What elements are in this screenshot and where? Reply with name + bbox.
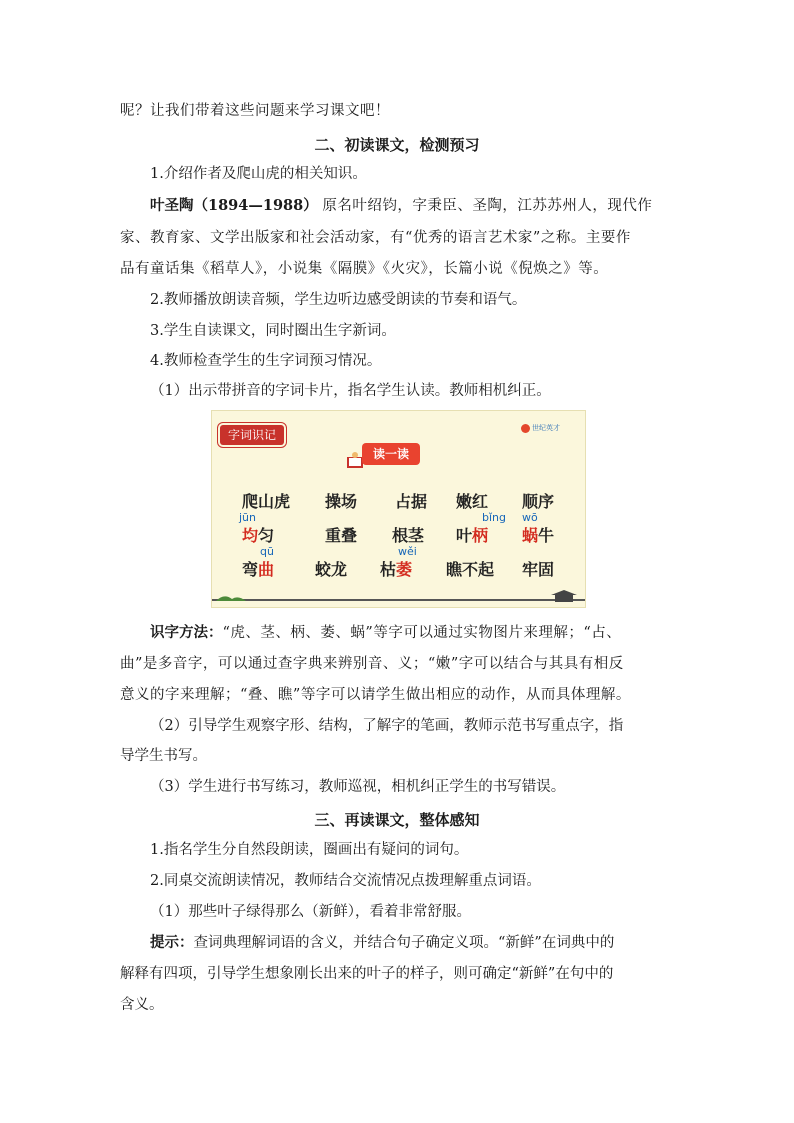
word-r3-1-pre: 弯: [242, 560, 259, 579]
word-r3-3-hl: 萎: [396, 560, 413, 579]
word-r2-2: 重叠: [325, 526, 358, 545]
hint-text-1: 查词典理解词语的含义，并结合句子确定义项。“新鲜”在词典中的: [193, 935, 615, 951]
method-label: 识字方法：: [150, 624, 223, 641]
author-name: 叶圣陶（1894—1988）: [150, 197, 318, 214]
word-r2-4-hl: 柄: [472, 526, 489, 545]
method-text-2: 曲”是多音字，可以通过查字典来辨别音、义；“嫩”字可以结合与其具有相反: [120, 656, 624, 672]
section-3-title: 三、再读课文，整体感知: [314, 811, 480, 829]
word-r3-3: [380, 557, 412, 580]
card-floor-line: [212, 599, 585, 601]
s3-sub-item-1: （1）那些叶子绿得那么（新鲜），看着非常舒服。: [150, 904, 471, 920]
word-r3-2: 蛟龙: [315, 560, 348, 579]
intro-line: 呢？让我们带着这些问题来学习课文吧！: [120, 103, 390, 119]
pinyin-jun: jūn: [239, 511, 256, 524]
hint-text-2: 解释有四项，引导学生想象刚长出来的叶子的样子，则可确定“新鲜”在句中的: [120, 966, 614, 982]
vocab-flashcard: [211, 410, 586, 608]
word-r3-1-hl: 曲: [258, 560, 275, 579]
word-r2-1-hl: 均: [242, 526, 259, 545]
word-r2-4: [456, 523, 488, 546]
pinyin-bing: bǐng: [482, 511, 506, 524]
section-2-title: 二、初读课文，检测预习: [314, 136, 480, 154]
pinyin-qu: qū: [260, 545, 274, 558]
sub-item-3: （3）学生进行书写练习，教师巡视，相机纠正学生的书写错误。: [150, 779, 566, 795]
author-bio-3: 品有童话集《稻草人》，小说集《隔膜》《火灾》，长篇小说《倪焕之》等。: [120, 261, 609, 277]
roof-icon: [549, 589, 579, 603]
word-r2-4-pre: 叶: [456, 526, 473, 545]
word-r1-1: 爬山虎: [242, 492, 291, 511]
word-r3-5: 牢固: [522, 560, 555, 579]
item-4: 4.教师检查学生的生字词预习情况。: [150, 353, 382, 369]
word-r2-5-hl: 蜗: [522, 526, 539, 545]
word-r3-3-pre: 枯: [380, 560, 397, 579]
word-r1-4: 嫩红: [456, 492, 489, 511]
item-2: 2.教师播放朗读音频，学生边听边感受朗读的节奏和语气。: [150, 292, 527, 308]
method-text-3: 意义的字来理解；“叠、瞧”等字可以请学生做出相应的动作，从而具体理解。: [120, 687, 631, 703]
pinyin-wo: wō: [522, 511, 538, 524]
sub-item-2-line-2: 导学生书写。: [120, 748, 207, 764]
word-r2-1: [242, 523, 274, 546]
word-r2-5: [522, 523, 554, 546]
word-r1-2: 操场: [325, 492, 358, 511]
publisher-logo: [521, 423, 577, 435]
word-r3-1: [242, 557, 274, 580]
read-aloud-label: 读一读: [362, 443, 420, 465]
author-bio-2: 家、教育家、文学出版家和社会活动家，有“优秀的语言艺术家”之称。主要作: [120, 230, 631, 246]
hint-label: 提示：: [150, 934, 194, 951]
card-tag: 字词识记: [220, 425, 284, 445]
logo-text: 世纪英才: [532, 424, 560, 432]
word-r3-4: 瞧不起: [446, 560, 495, 579]
hint-text-3: 含义。: [120, 997, 164, 1013]
item-1: 1.介绍作者及爬山虎的相关知识。: [150, 166, 367, 182]
leaf-icon: [216, 593, 246, 603]
author-bio-1: 原名叶绍钧，字秉臣、圣陶，江苏苏州人，现代作: [322, 198, 653, 214]
logo-icon: [521, 424, 530, 433]
item-3: 3.学生自读课文，同时圈出生字新词。: [150, 323, 396, 339]
word-r1-5: 顺序: [522, 492, 555, 511]
hint-line-1: [150, 933, 680, 953]
pinyin-wei: wěi: [398, 545, 417, 558]
word-r2-3: 根茎: [392, 526, 425, 545]
word-r1-3: 占据: [395, 492, 428, 511]
method-text-1: “虎、茎、柄、萎、蜗”等字可以通过实物图片来理解；“占、: [222, 625, 622, 641]
sub-item-1: （1）出示带拼音的字词卡片，指名学生认读。教师相机纠正。: [150, 383, 551, 399]
word-r2-5-post: 牛: [538, 526, 555, 545]
author-line-1: [150, 196, 710, 216]
s3-item-1: 1.指名学生分自然段朗读，圈画出有疑问的词句。: [150, 842, 469, 858]
s3-item-2: 2.同桌交流朗读情况，教师结合交流情况点拨理解重点词语。: [150, 873, 541, 889]
method-line-1: [150, 623, 680, 643]
word-r2-1-post: 匀: [258, 526, 275, 545]
sub-item-2-line-1: （2）引导学生观察字形、结构，了解字的笔画，教师示范书写重点字，指: [150, 718, 624, 734]
